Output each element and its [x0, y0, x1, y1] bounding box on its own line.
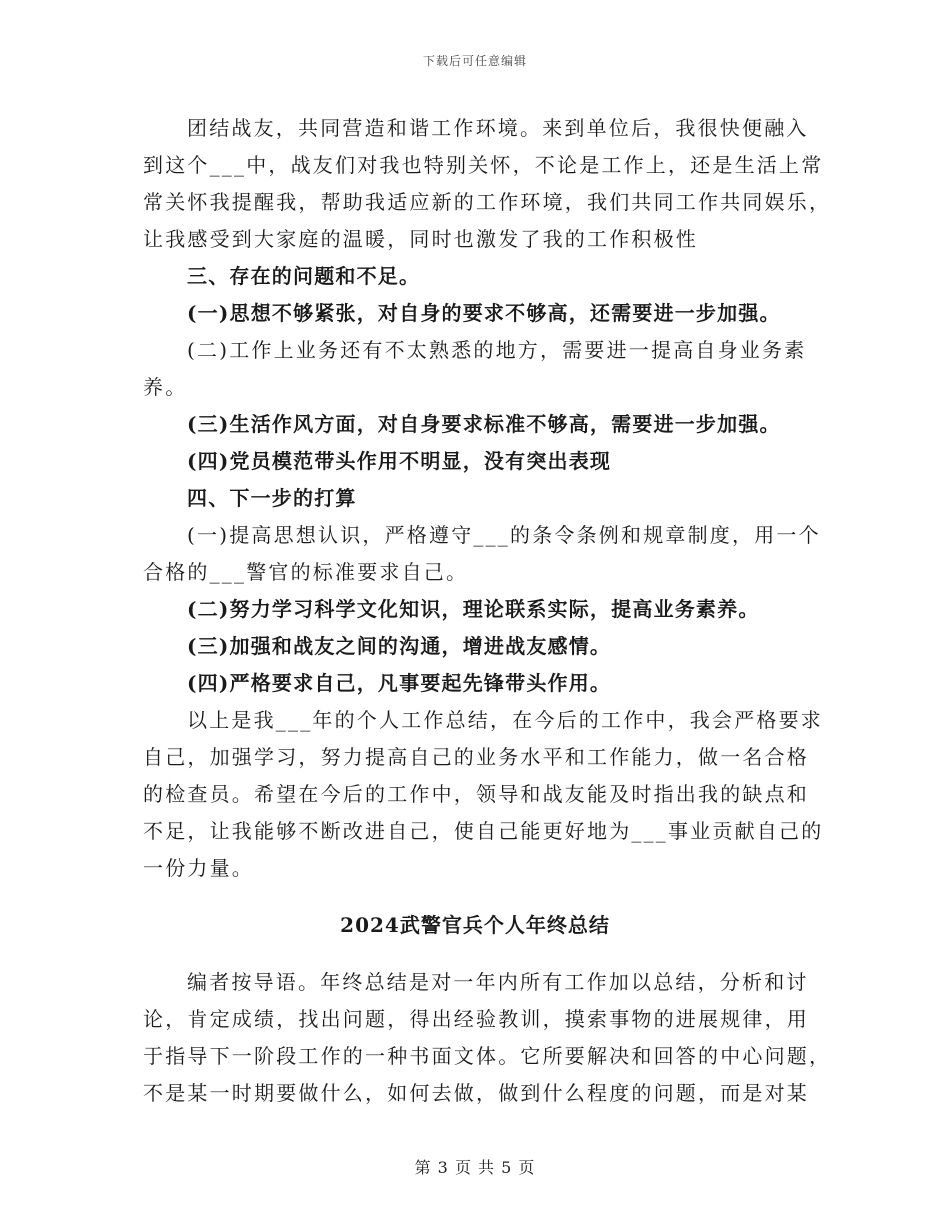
paragraph-line: 让我感受到大家庭的温暖，同时也激发了我的工作积极性 — [143, 227, 698, 251]
list-item: (四)党员模范带头作用不明显，没有突出表现 — [187, 449, 612, 473]
paragraph-line: 一份力量。 — [143, 856, 254, 880]
paragraph-line: 不是某一时期要做什么，如何去做，做到什么程度的问题，而是对某 — [143, 1081, 809, 1105]
list-item-continuation: 养。 — [143, 375, 188, 399]
document-body — [143, 110, 832, 1112]
section-heading: 四、下一步的打算 — [187, 486, 357, 510]
paragraph-line: 团结战友，共同营造和谐工作环境。来到单位后，我很快便融入 — [187, 116, 809, 140]
paragraph-line: 不足，让我能够不断改进自己，使自己能更好地为___事业贡献自己的 — [143, 819, 824, 843]
list-item: (三)加强和战友之间的沟通，增进战友感情。 — [187, 634, 612, 658]
paragraph-line: 到这个___中，战友们对我也特别关怀，不论是工作上，还是生活上常 — [143, 153, 824, 177]
article-title: 2024武警官兵个人年终总结 — [340, 913, 610, 937]
paragraph-line: 论，肯定成绩，找出问题，得出经验教训，摸索事物的进展规律，用 — [143, 1007, 809, 1031]
paragraph-line: 常关怀我提醒我，帮助我适应新的工作环境，我们共同工作共同娱乐， — [143, 190, 832, 214]
section-heading: 三、存在的问题和不足。 — [187, 264, 421, 288]
paragraph-line: 编者按导语。年终总结是对一年内所有工作加以总结，分析和讨 — [187, 970, 809, 994]
paragraph-line: 自己，加强学习，努力提高自己的业务水平和工作能力，做一名合格 — [143, 745, 809, 769]
list-item: (三)生活作风方面，对自身要求标准不够高，需要进一步加强。 — [187, 412, 781, 436]
page-number: 第 3 页 共 5 页 — [414, 1158, 536, 1177]
page-header-note: 下载后可任意编辑 — [422, 54, 527, 68]
list-item: (一)思想不够紧张，对自身的要求不够高，还需要进一步加强。 — [187, 301, 781, 325]
paragraph-line: 以上是我___年的个人工作总结，在今后的工作中，我会严格要求 — [187, 708, 823, 732]
paragraph-line: 于指导下一阶段工作的一种书面文体。它所要解决和回答的中心问题， — [143, 1044, 832, 1068]
list-item: (二)努力学习科学文化知识，理论联系实际，提高业务素养。 — [187, 597, 760, 621]
paragraph-line: 的检查员。希望在今后的工作中，领导和战友能及时指出我的缺点和 — [143, 782, 809, 806]
list-item: (二)工作上业务还有不太熟悉的地方，需要进一提高自身业务素 — [187, 338, 807, 362]
list-item: (四)严格要求自己，凡事要起先锋带头作用。 — [187, 671, 612, 695]
list-item-continuation: 合格的___警官的标准要求自己。 — [143, 560, 469, 584]
list-item: (一)提高思想认识，严格遵守___的条令条例和规章制度，用一个 — [187, 523, 821, 547]
